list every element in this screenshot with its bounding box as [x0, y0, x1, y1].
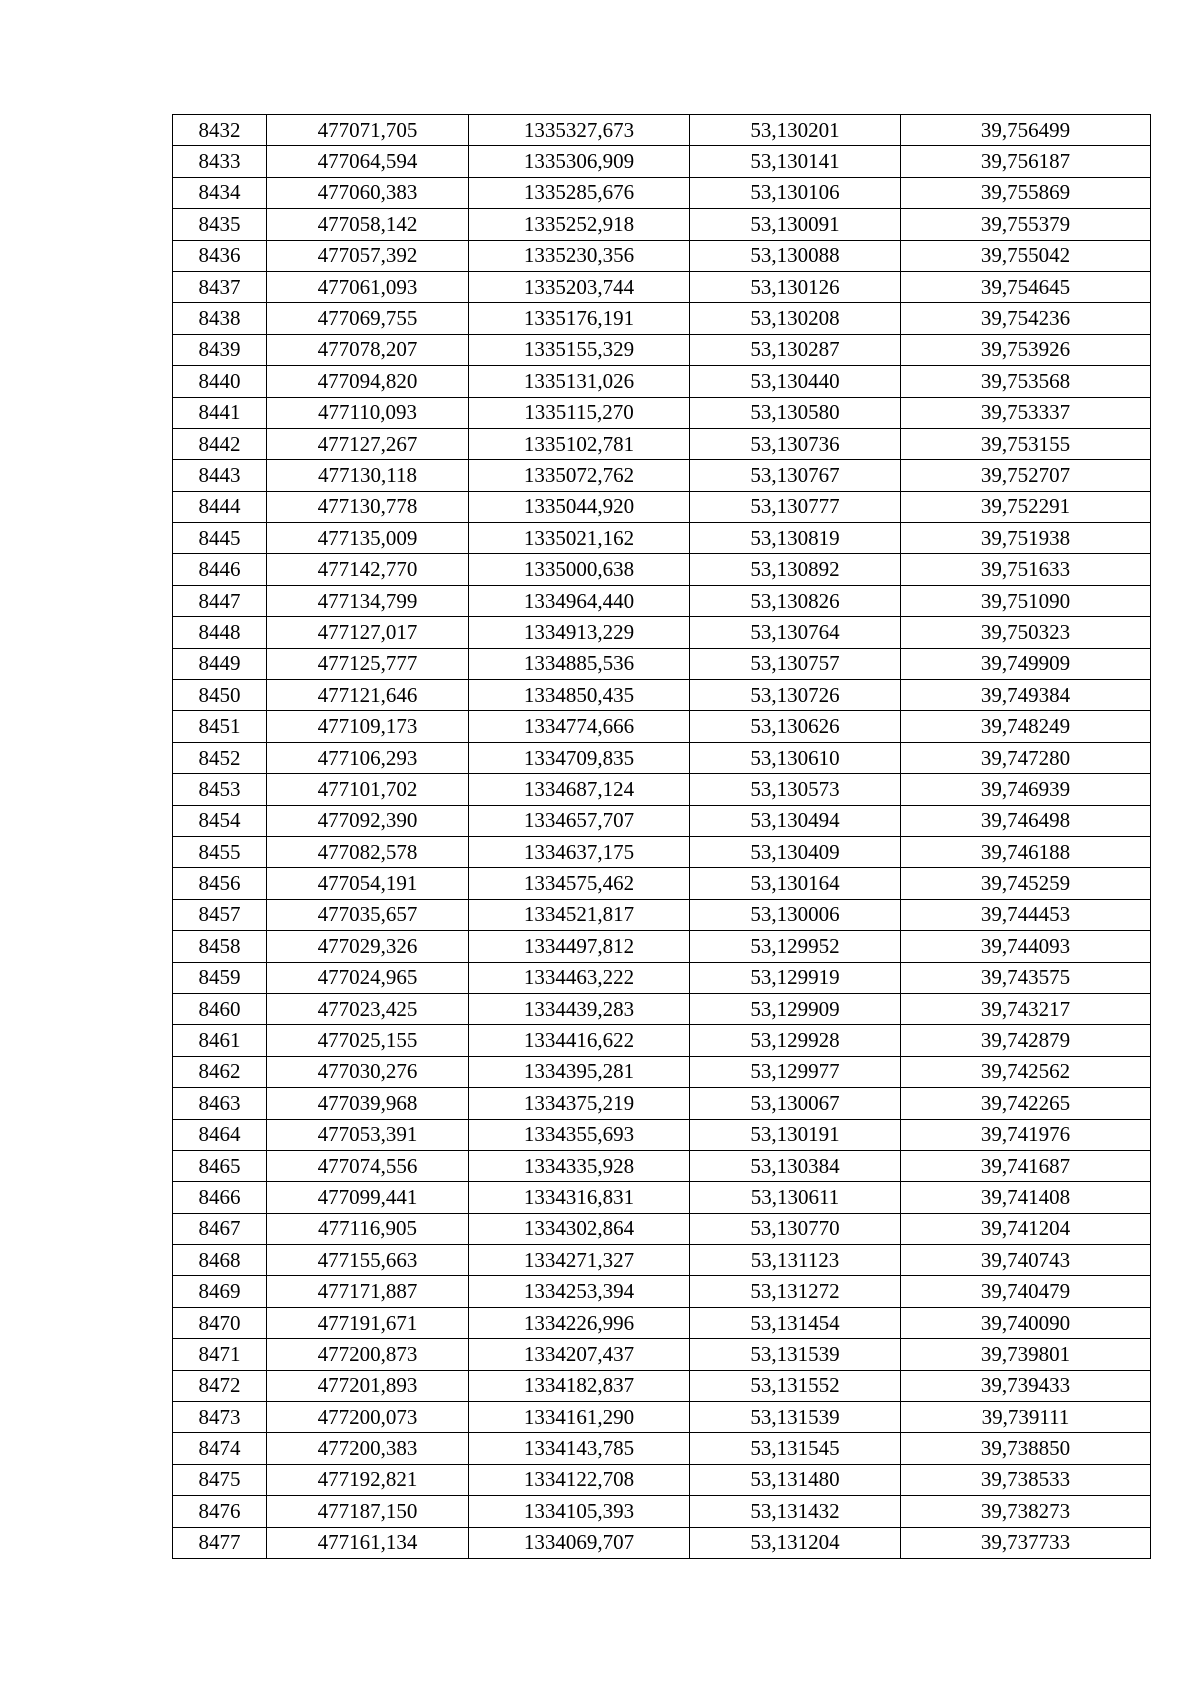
longitude-cell: 39,756499	[901, 115, 1151, 146]
y-coordinate-cell: 1334271,327	[469, 1245, 690, 1276]
latitude-cell: 53,130088	[690, 240, 901, 271]
table-row	[173, 899, 1151, 930]
y-coordinate-cell: 1335115,270	[469, 397, 690, 428]
point-number-cell: 8476	[173, 1496, 267, 1527]
table-row	[173, 460, 1151, 491]
table-row	[173, 303, 1151, 334]
x-coordinate-cell: 477025,155	[267, 1025, 469, 1056]
latitude-cell: 53,130006	[690, 899, 901, 930]
y-coordinate-cell: 1335306,909	[469, 146, 690, 177]
x-coordinate-cell: 477024,965	[267, 962, 469, 993]
y-coordinate-cell: 1334226,996	[469, 1307, 690, 1338]
latitude-cell: 53,130384	[690, 1150, 901, 1181]
table-row	[173, 491, 1151, 522]
latitude-cell: 53,131454	[690, 1307, 901, 1338]
table-row	[173, 397, 1151, 428]
table-row	[173, 1307, 1151, 1338]
table-row	[173, 240, 1151, 271]
x-coordinate-cell: 477082,578	[267, 836, 469, 867]
latitude-cell: 53,130580	[690, 397, 901, 428]
longitude-cell: 39,752291	[901, 491, 1151, 522]
table-row	[173, 648, 1151, 679]
y-coordinate-cell: 1334964,440	[469, 585, 690, 616]
point-number-cell: 8434	[173, 177, 267, 208]
table-row	[173, 1339, 1151, 1370]
table-row	[173, 868, 1151, 899]
y-coordinate-cell: 1334657,707	[469, 805, 690, 836]
longitude-cell: 39,744093	[901, 931, 1151, 962]
point-number-cell: 8461	[173, 1025, 267, 1056]
y-coordinate-cell: 1335176,191	[469, 303, 690, 334]
table-row	[173, 428, 1151, 459]
table-row	[173, 1088, 1151, 1119]
longitude-cell: 39,742265	[901, 1088, 1151, 1119]
y-coordinate-cell: 1335021,162	[469, 523, 690, 554]
coordinates-table	[172, 114, 1151, 1559]
point-number-cell: 8435	[173, 209, 267, 240]
x-coordinate-cell: 477069,755	[267, 303, 469, 334]
longitude-cell: 39,753337	[901, 397, 1151, 428]
table-row	[173, 177, 1151, 208]
point-number-cell: 8443	[173, 460, 267, 491]
latitude-cell: 53,130126	[690, 271, 901, 302]
x-coordinate-cell: 477201,893	[267, 1370, 469, 1401]
table-row	[173, 1276, 1151, 1307]
x-coordinate-cell: 477127,267	[267, 428, 469, 459]
table-row	[173, 523, 1151, 554]
point-number-cell: 8448	[173, 617, 267, 648]
table-row	[173, 1056, 1151, 1087]
latitude-cell: 53,130440	[690, 366, 901, 397]
table-row	[173, 146, 1151, 177]
x-coordinate-cell: 477106,293	[267, 742, 469, 773]
latitude-cell: 53,131545	[690, 1433, 901, 1464]
x-coordinate-cell: 477054,191	[267, 868, 469, 899]
latitude-cell: 53,130409	[690, 836, 901, 867]
point-number-cell: 8455	[173, 836, 267, 867]
x-coordinate-cell: 477161,134	[267, 1527, 469, 1558]
latitude-cell: 53,129928	[690, 1025, 901, 1056]
longitude-cell: 39,748249	[901, 711, 1151, 742]
y-coordinate-cell: 1335044,920	[469, 491, 690, 522]
y-coordinate-cell: 1334105,393	[469, 1496, 690, 1527]
latitude-cell: 53,130494	[690, 805, 901, 836]
x-coordinate-cell: 477030,276	[267, 1056, 469, 1087]
longitude-cell: 39,744453	[901, 899, 1151, 930]
latitude-cell: 53,130764	[690, 617, 901, 648]
x-coordinate-cell: 477061,093	[267, 271, 469, 302]
latitude-cell: 53,130819	[690, 523, 901, 554]
x-coordinate-cell: 477029,326	[267, 931, 469, 962]
x-coordinate-cell: 477127,017	[267, 617, 469, 648]
x-coordinate-cell: 477200,873	[267, 1339, 469, 1370]
latitude-cell: 53,131552	[690, 1370, 901, 1401]
table-row	[173, 209, 1151, 240]
point-number-cell: 8449	[173, 648, 267, 679]
longitude-cell: 39,751090	[901, 585, 1151, 616]
y-coordinate-cell: 1334885,536	[469, 648, 690, 679]
latitude-cell: 53,130777	[690, 491, 901, 522]
longitude-cell: 39,755379	[901, 209, 1151, 240]
y-coordinate-cell: 1334335,928	[469, 1150, 690, 1181]
y-coordinate-cell: 1335203,744	[469, 271, 690, 302]
table-row	[173, 1402, 1151, 1433]
point-number-cell: 8442	[173, 428, 267, 459]
longitude-cell: 39,743575	[901, 962, 1151, 993]
table-row	[173, 962, 1151, 993]
x-coordinate-cell: 477092,390	[267, 805, 469, 836]
longitude-cell: 39,753926	[901, 334, 1151, 365]
x-coordinate-cell: 477135,009	[267, 523, 469, 554]
x-coordinate-cell: 477171,887	[267, 1276, 469, 1307]
latitude-cell: 53,130191	[690, 1119, 901, 1150]
longitude-cell: 39,754236	[901, 303, 1151, 334]
y-coordinate-cell: 1334069,707	[469, 1527, 690, 1558]
y-coordinate-cell: 1334497,812	[469, 931, 690, 962]
table-row	[173, 271, 1151, 302]
longitude-cell: 39,738273	[901, 1496, 1151, 1527]
x-coordinate-cell: 477039,968	[267, 1088, 469, 1119]
longitude-cell: 39,741408	[901, 1182, 1151, 1213]
longitude-cell: 39,742879	[901, 1025, 1151, 1056]
y-coordinate-cell: 1335252,918	[469, 209, 690, 240]
latitude-cell: 53,130892	[690, 554, 901, 585]
longitude-cell: 39,754645	[901, 271, 1151, 302]
point-number-cell: 8433	[173, 146, 267, 177]
x-coordinate-cell: 477064,594	[267, 146, 469, 177]
table-row	[173, 1370, 1151, 1401]
longitude-cell: 39,742562	[901, 1056, 1151, 1087]
point-number-cell: 8469	[173, 1276, 267, 1307]
x-coordinate-cell: 477057,392	[267, 240, 469, 271]
y-coordinate-cell: 1334850,435	[469, 680, 690, 711]
longitude-cell: 39,751633	[901, 554, 1151, 585]
x-coordinate-cell: 477116,905	[267, 1213, 469, 1244]
latitude-cell: 53,129909	[690, 993, 901, 1024]
latitude-cell: 53,131204	[690, 1527, 901, 1558]
y-coordinate-cell: 1335327,673	[469, 115, 690, 146]
table-row	[173, 805, 1151, 836]
x-coordinate-cell: 477200,073	[267, 1402, 469, 1433]
table-row	[173, 1527, 1151, 1558]
y-coordinate-cell: 1334122,708	[469, 1464, 690, 1495]
x-coordinate-cell: 477101,702	[267, 774, 469, 805]
latitude-cell: 53,130770	[690, 1213, 901, 1244]
table-row	[173, 774, 1151, 805]
y-coordinate-cell: 1335285,676	[469, 177, 690, 208]
point-number-cell: 8466	[173, 1182, 267, 1213]
x-coordinate-cell: 477109,173	[267, 711, 469, 742]
y-coordinate-cell: 1334316,831	[469, 1182, 690, 1213]
longitude-cell: 39,750323	[901, 617, 1151, 648]
x-coordinate-cell: 477060,383	[267, 177, 469, 208]
y-coordinate-cell: 1334416,622	[469, 1025, 690, 1056]
longitude-cell: 39,753568	[901, 366, 1151, 397]
latitude-cell: 53,131539	[690, 1339, 901, 1370]
point-number-cell: 8441	[173, 397, 267, 428]
point-number-cell: 8467	[173, 1213, 267, 1244]
y-coordinate-cell: 1334913,229	[469, 617, 690, 648]
y-coordinate-cell: 1334687,124	[469, 774, 690, 805]
table-row	[173, 1213, 1151, 1244]
latitude-cell: 53,131432	[690, 1496, 901, 1527]
longitude-cell: 39,738533	[901, 1464, 1151, 1495]
point-number-cell: 8470	[173, 1307, 267, 1338]
longitude-cell: 39,741687	[901, 1150, 1151, 1181]
table-row	[173, 1433, 1151, 1464]
table-row	[173, 617, 1151, 648]
latitude-cell: 53,130767	[690, 460, 901, 491]
table-row	[173, 366, 1151, 397]
point-number-cell: 8464	[173, 1119, 267, 1150]
point-number-cell: 8473	[173, 1402, 267, 1433]
table-row	[173, 1464, 1151, 1495]
point-number-cell: 8459	[173, 962, 267, 993]
table-row	[173, 1119, 1151, 1150]
longitude-cell: 39,755869	[901, 177, 1151, 208]
table-row	[173, 993, 1151, 1024]
point-number-cell: 8445	[173, 523, 267, 554]
longitude-cell: 39,741976	[901, 1119, 1151, 1150]
table-row	[173, 711, 1151, 742]
point-number-cell: 8468	[173, 1245, 267, 1276]
table-row	[173, 334, 1151, 365]
point-number-cell: 8440	[173, 366, 267, 397]
y-coordinate-cell: 1334575,462	[469, 868, 690, 899]
x-coordinate-cell: 477134,799	[267, 585, 469, 616]
longitude-cell: 39,741204	[901, 1213, 1151, 1244]
point-number-cell: 8444	[173, 491, 267, 522]
latitude-cell: 53,130106	[690, 177, 901, 208]
x-coordinate-cell: 477191,671	[267, 1307, 469, 1338]
longitude-cell: 39,753155	[901, 428, 1151, 459]
point-number-cell: 8462	[173, 1056, 267, 1087]
longitude-cell: 39,756187	[901, 146, 1151, 177]
point-number-cell: 8446	[173, 554, 267, 585]
y-coordinate-cell: 1334355,693	[469, 1119, 690, 1150]
table-row	[173, 680, 1151, 711]
point-number-cell: 8465	[173, 1150, 267, 1181]
latitude-cell: 53,129977	[690, 1056, 901, 1087]
y-coordinate-cell: 1334143,785	[469, 1433, 690, 1464]
y-coordinate-cell: 1334182,837	[469, 1370, 690, 1401]
point-number-cell: 8451	[173, 711, 267, 742]
point-number-cell: 8456	[173, 868, 267, 899]
point-number-cell: 8458	[173, 931, 267, 962]
point-number-cell: 8475	[173, 1464, 267, 1495]
point-number-cell: 8450	[173, 680, 267, 711]
latitude-cell: 53,130164	[690, 868, 901, 899]
x-coordinate-cell: 477200,383	[267, 1433, 469, 1464]
longitude-cell: 39,739433	[901, 1370, 1151, 1401]
y-coordinate-cell: 1334637,175	[469, 836, 690, 867]
y-coordinate-cell: 1334774,666	[469, 711, 690, 742]
x-coordinate-cell: 477078,207	[267, 334, 469, 365]
x-coordinate-cell: 477130,778	[267, 491, 469, 522]
y-coordinate-cell: 1334709,835	[469, 742, 690, 773]
point-number-cell: 8437	[173, 271, 267, 302]
point-number-cell: 8453	[173, 774, 267, 805]
y-coordinate-cell: 1334375,219	[469, 1088, 690, 1119]
latitude-cell: 53,131123	[690, 1245, 901, 1276]
point-number-cell: 8463	[173, 1088, 267, 1119]
x-coordinate-cell: 477192,821	[267, 1464, 469, 1495]
point-number-cell: 8432	[173, 115, 267, 146]
longitude-cell: 39,743217	[901, 993, 1151, 1024]
latitude-cell: 53,130091	[690, 209, 901, 240]
table-row	[173, 931, 1151, 962]
point-number-cell: 8438	[173, 303, 267, 334]
longitude-cell: 39,747280	[901, 742, 1151, 773]
point-number-cell: 8474	[173, 1433, 267, 1464]
table-row	[173, 585, 1151, 616]
point-number-cell: 8439	[173, 334, 267, 365]
latitude-cell: 53,131272	[690, 1276, 901, 1307]
x-coordinate-cell: 477074,556	[267, 1150, 469, 1181]
x-coordinate-cell: 477187,150	[267, 1496, 469, 1527]
latitude-cell: 53,129952	[690, 931, 901, 962]
latitude-cell: 53,130826	[690, 585, 901, 616]
longitude-cell: 39,746939	[901, 774, 1151, 805]
x-coordinate-cell: 477142,770	[267, 554, 469, 585]
x-coordinate-cell: 477058,142	[267, 209, 469, 240]
table-row	[173, 1182, 1151, 1213]
x-coordinate-cell: 477155,663	[267, 1245, 469, 1276]
latitude-cell: 53,130626	[690, 711, 901, 742]
y-coordinate-cell: 1335155,329	[469, 334, 690, 365]
longitude-cell: 39,738850	[901, 1433, 1151, 1464]
longitude-cell: 39,755042	[901, 240, 1151, 271]
table-row	[173, 1496, 1151, 1527]
y-coordinate-cell: 1335131,026	[469, 366, 690, 397]
latitude-cell: 53,130610	[690, 742, 901, 773]
x-coordinate-cell: 477094,820	[267, 366, 469, 397]
y-coordinate-cell: 1334395,281	[469, 1056, 690, 1087]
point-number-cell: 8447	[173, 585, 267, 616]
x-coordinate-cell: 477053,391	[267, 1119, 469, 1150]
table-row	[173, 1245, 1151, 1276]
latitude-cell: 53,130736	[690, 428, 901, 459]
x-coordinate-cell: 477023,425	[267, 993, 469, 1024]
coordinates-table-body	[173, 115, 1151, 1559]
longitude-cell: 39,749384	[901, 680, 1151, 711]
x-coordinate-cell: 477125,777	[267, 648, 469, 679]
table-row	[173, 554, 1151, 585]
point-number-cell: 8477	[173, 1527, 267, 1558]
x-coordinate-cell: 477099,441	[267, 1182, 469, 1213]
longitude-cell: 39,752707	[901, 460, 1151, 491]
point-number-cell: 8452	[173, 742, 267, 773]
longitude-cell: 39,737733	[901, 1527, 1151, 1558]
point-number-cell: 8460	[173, 993, 267, 1024]
y-coordinate-cell: 1335230,356	[469, 240, 690, 271]
point-number-cell: 8472	[173, 1370, 267, 1401]
latitude-cell: 53,129919	[690, 962, 901, 993]
point-number-cell: 8454	[173, 805, 267, 836]
longitude-cell: 39,739801	[901, 1339, 1151, 1370]
y-coordinate-cell: 1334302,864	[469, 1213, 690, 1244]
x-coordinate-cell: 477071,705	[267, 115, 469, 146]
longitude-cell: 39,745259	[901, 868, 1151, 899]
table-row	[173, 1150, 1151, 1181]
latitude-cell: 53,130287	[690, 334, 901, 365]
point-number-cell: 8457	[173, 899, 267, 930]
x-coordinate-cell: 477035,657	[267, 899, 469, 930]
y-coordinate-cell: 1334161,290	[469, 1402, 690, 1433]
longitude-cell: 39,740479	[901, 1276, 1151, 1307]
y-coordinate-cell: 1334521,817	[469, 899, 690, 930]
latitude-cell: 53,130208	[690, 303, 901, 334]
latitude-cell: 53,130611	[690, 1182, 901, 1213]
longitude-cell: 39,749909	[901, 648, 1151, 679]
longitude-cell: 39,746188	[901, 836, 1151, 867]
latitude-cell: 53,130067	[690, 1088, 901, 1119]
latitude-cell: 53,130201	[690, 115, 901, 146]
longitude-cell: 39,746498	[901, 805, 1151, 836]
latitude-cell: 53,131539	[690, 1402, 901, 1433]
latitude-cell: 53,130141	[690, 146, 901, 177]
y-coordinate-cell: 1334207,437	[469, 1339, 690, 1370]
longitude-cell: 39,740090	[901, 1307, 1151, 1338]
y-coordinate-cell: 1335000,638	[469, 554, 690, 585]
x-coordinate-cell: 477121,646	[267, 680, 469, 711]
table-row	[173, 742, 1151, 773]
table-row	[173, 836, 1151, 867]
latitude-cell: 53,130573	[690, 774, 901, 805]
longitude-cell: 39,751938	[901, 523, 1151, 554]
point-number-cell: 8471	[173, 1339, 267, 1370]
longitude-cell: 39,739111	[901, 1402, 1151, 1433]
latitude-cell: 53,131480	[690, 1464, 901, 1495]
table-row	[173, 115, 1151, 146]
y-coordinate-cell: 1334253,394	[469, 1276, 690, 1307]
y-coordinate-cell: 1334463,222	[469, 962, 690, 993]
latitude-cell: 53,130726	[690, 680, 901, 711]
latitude-cell: 53,130757	[690, 648, 901, 679]
longitude-cell: 39,740743	[901, 1245, 1151, 1276]
y-coordinate-cell: 1335072,762	[469, 460, 690, 491]
table-row	[173, 1025, 1151, 1056]
x-coordinate-cell: 477130,118	[267, 460, 469, 491]
x-coordinate-cell: 477110,093	[267, 397, 469, 428]
y-coordinate-cell: 1335102,781	[469, 428, 690, 459]
point-number-cell: 8436	[173, 240, 267, 271]
y-coordinate-cell: 1334439,283	[469, 993, 690, 1024]
